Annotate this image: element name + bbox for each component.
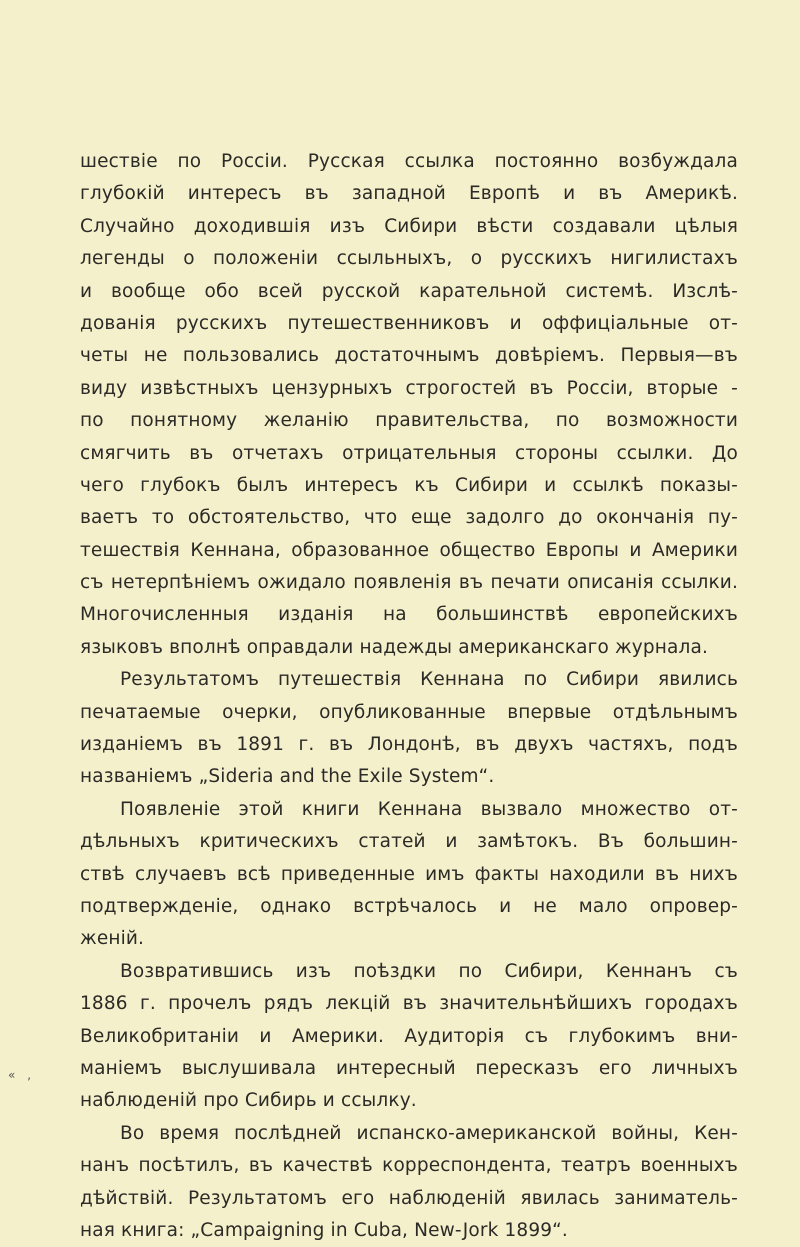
text-line: ствѣ случаевъ всѣ приведенные имъ факты находили въ нихъ — [80, 863, 738, 885]
text-line: языковъ вполнѣ оправдали надежды американскаго журнала. — [80, 636, 708, 658]
text-line: шествіе по Россіи. Русская ссылка постоянно возбуждала — [80, 151, 738, 172]
text-line: дѣльныхъ критическихъ статей и замѣтокъ. Въ большин- — [80, 831, 738, 853]
text-line: и вообще обо всей русской карательной системѣ. Изслѣ- — [80, 280, 738, 302]
text-line: изданіемъ въ 1891 г. въ Лондонѣ, въ двухъ частяхъ, подъ — [80, 734, 738, 756]
text-line: Результатомъ путешествія Кеннана по Сибири явились — [120, 669, 738, 691]
text-line: нанъ посѣтилъ, въ качествѣ корреспондента, театръ военныхъ — [80, 1155, 738, 1177]
text-line: виду извѣстныхъ цензурныхъ строгостей въ Россіи, вторые - — [80, 377, 738, 399]
text-line: по понятному желанію правительства, по возможности — [80, 410, 738, 432]
text-line: женій. — [80, 928, 145, 950]
text-line: Возвратившись изъ поѣздки по Сибири, Кеннанъ съ — [120, 960, 738, 982]
text-line: ваетъ то обстоятельство, что еще задолго до окончанія пу- — [80, 507, 738, 529]
text-line: названіемъ „Sideria and the Exile System“. — [80, 766, 495, 788]
text-line: Появленіе этой книги Кеннана вызвало множество от- — [120, 798, 738, 820]
text-line: тешествія Кеннана, образованное общество Европы и Америки — [80, 539, 738, 561]
text-line: Во время послѣдней испанско-американской войны, Кен- — [120, 1122, 738, 1144]
text-line: четы не пользовались достаточнымъ довѣріемъ. Первыя—въ — [80, 345, 738, 367]
text-line: Многочисленныя изданія на большинствѣ европейскихъ — [80, 604, 738, 626]
text-line: смягчить въ отчетахъ отрицательныя стороны ссылки. До — [80, 442, 738, 464]
page-body-text — [80, 146, 738, 1247]
text-line: подтвержденіе, однако встрѣчалось и не мало опровер- — [80, 895, 738, 917]
text-line: легенды о положеніи ссыльныхъ, о русскихъ нигилистахъ — [80, 248, 738, 270]
text-line: Великобританіи и Америки. Аудиторія съ глубокимъ вни- — [80, 1025, 738, 1047]
text-line: дованія русскихъ путешественниковъ и оффиціальные от- — [80, 312, 738, 334]
text-line: 1886 г. прочелъ рядъ лекцій въ значительнѣйшихъ городахъ — [80, 993, 738, 1015]
text-line: глубокій интересъ въ западной Европѣ и въ Америкѣ. — [80, 183, 738, 205]
text-line: печатаемые очерки, опубликованные впервые отдѣльнымъ — [80, 701, 738, 723]
text-line: дѣйствій. Результатомъ его наблюденій явилась заниматель- — [80, 1187, 738, 1209]
text-line: съ нетерпѣніемъ ожидало появленія въ печати описанія ссылки. — [80, 572, 738, 594]
text-line: ная книга: „Campaigning in Cuba, New-Jork 1899“. — [80, 1219, 568, 1241]
text-line: маніемъ выслушивала интересный пересказъ его личныхъ — [80, 1057, 738, 1079]
margin-mark: « ‚ — [8, 1068, 35, 1082]
text-line: наблюденій про Сибирь и ссылку. — [80, 1090, 417, 1112]
text-line: Случайно доходившія изъ Сибири вѣсти создавали цѣлыя — [80, 215, 738, 237]
text-line: чего глубокъ былъ интересъ къ Сибири и ссылкѣ показы- — [80, 474, 738, 496]
